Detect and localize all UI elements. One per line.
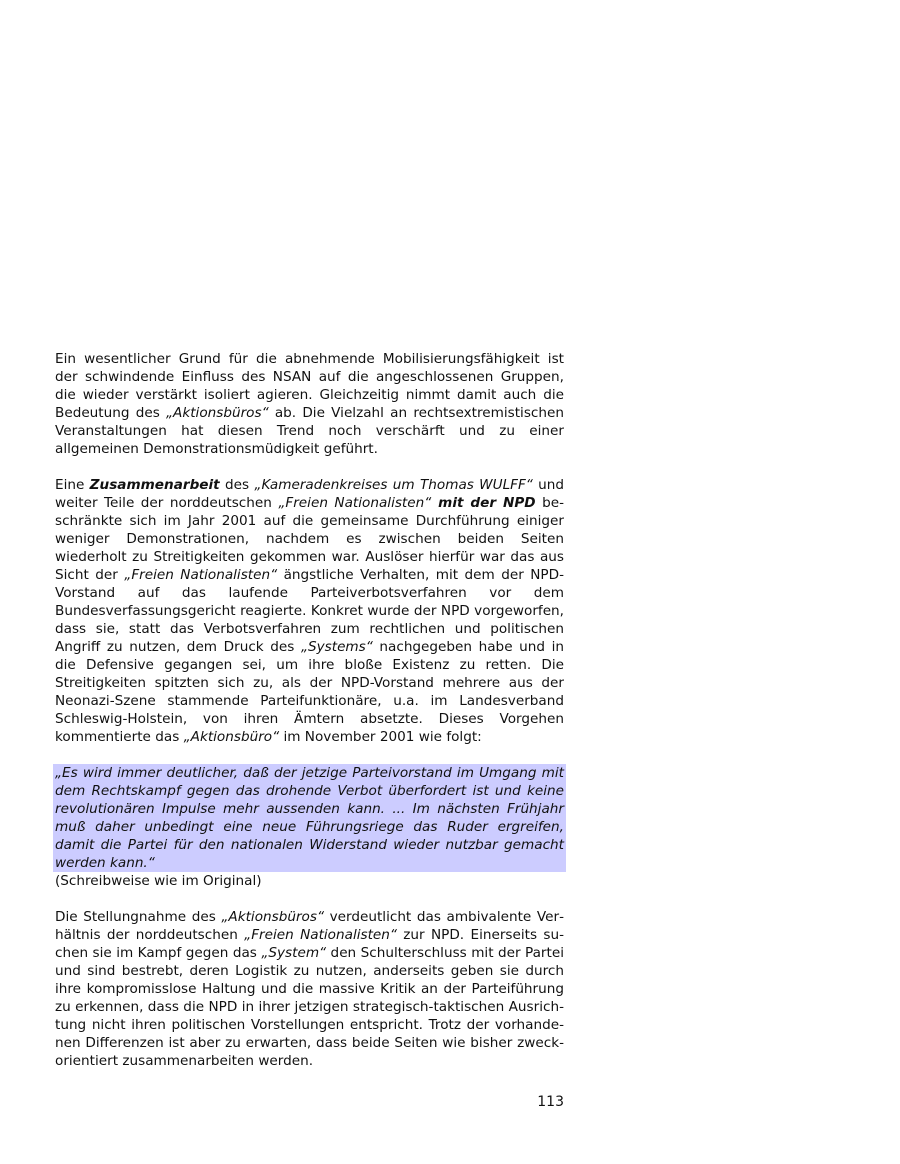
emphasis-kameradenkreis: „Kameradenkreises um Thomas WULFF“ [254, 477, 533, 493]
paragraph-text: ängstliche Verhalten, mit dem der NPD-Vorstand auf das laufende Parteiverbotsverfahren vor dem Bundesverfassungsgericht reagierte. Konkret wurde der NPD vorgeworfen, dass sie, statt das Verbotsverfahren zum rechtlichen und politischen Angriff zu nutzen, dem Druck des [55, 567, 564, 655]
emphasis-aktionsbuero: „Aktionsbüro“ [183, 729, 280, 745]
paragraph-stellungnahme [55, 908, 564, 1070]
paragraph-text: und weiter Teile der norddeutschen [55, 477, 565, 511]
paragraph-text: im November 2001 wie folgt: [279, 729, 482, 745]
highlighted-quote: „Es wird immer deutlicher, daß der jetzige Parteivorstand im Umgang mit dem Rechtskampf gegen das drohende Verbot überfordert ist und keine revolutionären Impulse mehr aussenden kann. ... Im nächsten Frühjahr muß daher unbedingt eine neue Führungsriege das Ruder ergreifen, damit die Partei für den nationalen Widerstand wieder nutzbar gemacht werden kann.“ [55, 765, 564, 871]
emphasis-aktionsbueros: „Aktionsbüros“ [221, 909, 324, 925]
emphasis-freie-nationalisten: „Freien Nationalisten“ [244, 927, 397, 943]
paragraph-zusammenarbeit [55, 476, 564, 746]
emphasis-zusammenarbeit: Zusammenarbeit [89, 477, 220, 493]
paragraph-spacer [55, 458, 564, 476]
emphasis-systems: „Systems“ [300, 639, 373, 655]
quote-note: (Schreibweise wie im Original) [55, 873, 262, 889]
paragraph-text: ab. Die Vielzahl an rechtsextremistischen Veranstaltungen hat diesen Trend noch verschärft und zu einer allgemeinen Demonstrationsmüdigkeit geführt. [55, 405, 564, 457]
paragraph-text: Eine [55, 477, 90, 493]
document-body [55, 350, 564, 1070]
paragraph-mobilisierung [55, 350, 564, 458]
paragraph-spacer [55, 890, 564, 908]
paragraph-text: verdeutlicht das ambivalente Verhältnis der norddeutschen [55, 909, 564, 943]
paragraph-text: den Schulterschluss mit der Partei und sind bestrebt, deren Logistik zu nutzen, anderseits geben sie durch ihre kompromisslose Haltung und die massive Kritik an der Parteiführung zu erkennen, dass die NPD in ihrer jetzigen strategisch-taktischen Ausrichtung nicht ihren politischen Vorstellungen entspricht. Trotz der vorhandenen Differenzen ist aber zu erwarten, dass beide Seiten wie bisher zweckorientiert zusammenarbeiten werden. [55, 945, 564, 1069]
paragraph-text: nachgegeben habe und in die Defensive gegangen sei, um ihre bloße Existenz zu retten. Die Streitigkeiten spitzten sich zu, als der NPD-Vorstand mehrere aus der Neonazi-Szene stammende Parteifunktionäre, u.a. im Landesverband Schleswig-Holstein, von ihren Ämtern absetzte. Dieses Vorgehen kommentierte das [55, 639, 564, 745]
emphasis-aktionsbueros: „Aktionsbüros“ [166, 405, 269, 421]
paragraph-spacer [55, 746, 564, 764]
paragraph-text: Ein wesentlicher Grund für die abnehmende Mobilisierungsfähigkeit ist der schwindende Einfluss des NSAN auf die angeschlossenen Gruppen, die wieder verstärkt isoliert agieren. Gleichzeitig nimmt damit auch die Bedeutung des [55, 351, 564, 421]
emphasis-mit-der-npd: mit der NPD [431, 495, 536, 511]
paragraph-text: zur NPD. Einerseits suchen sie im Kampf gegen das [55, 927, 564, 961]
paragraph-text: beschränkte sich im Jahr 2001 auf die gemeinsame Durchführung einiger weniger Demonstrationen, nachdem es zwischen beiden Seiten wiederholt zu Streitigkeiten gekommen war. Auslöser hierfür war das aus Sicht der [55, 495, 564, 583]
paragraph-text: des [219, 477, 255, 493]
emphasis-freie-nationalisten: „Freien Nationalisten“ [124, 567, 278, 583]
emphasis-system: „System“ [261, 945, 327, 961]
emphasis-freie-nationalisten: „Freien Nationalisten“ [278, 495, 432, 511]
paragraph-text: Die Stellungnahme des [55, 909, 222, 925]
page-number: 113 [537, 1094, 564, 1110]
